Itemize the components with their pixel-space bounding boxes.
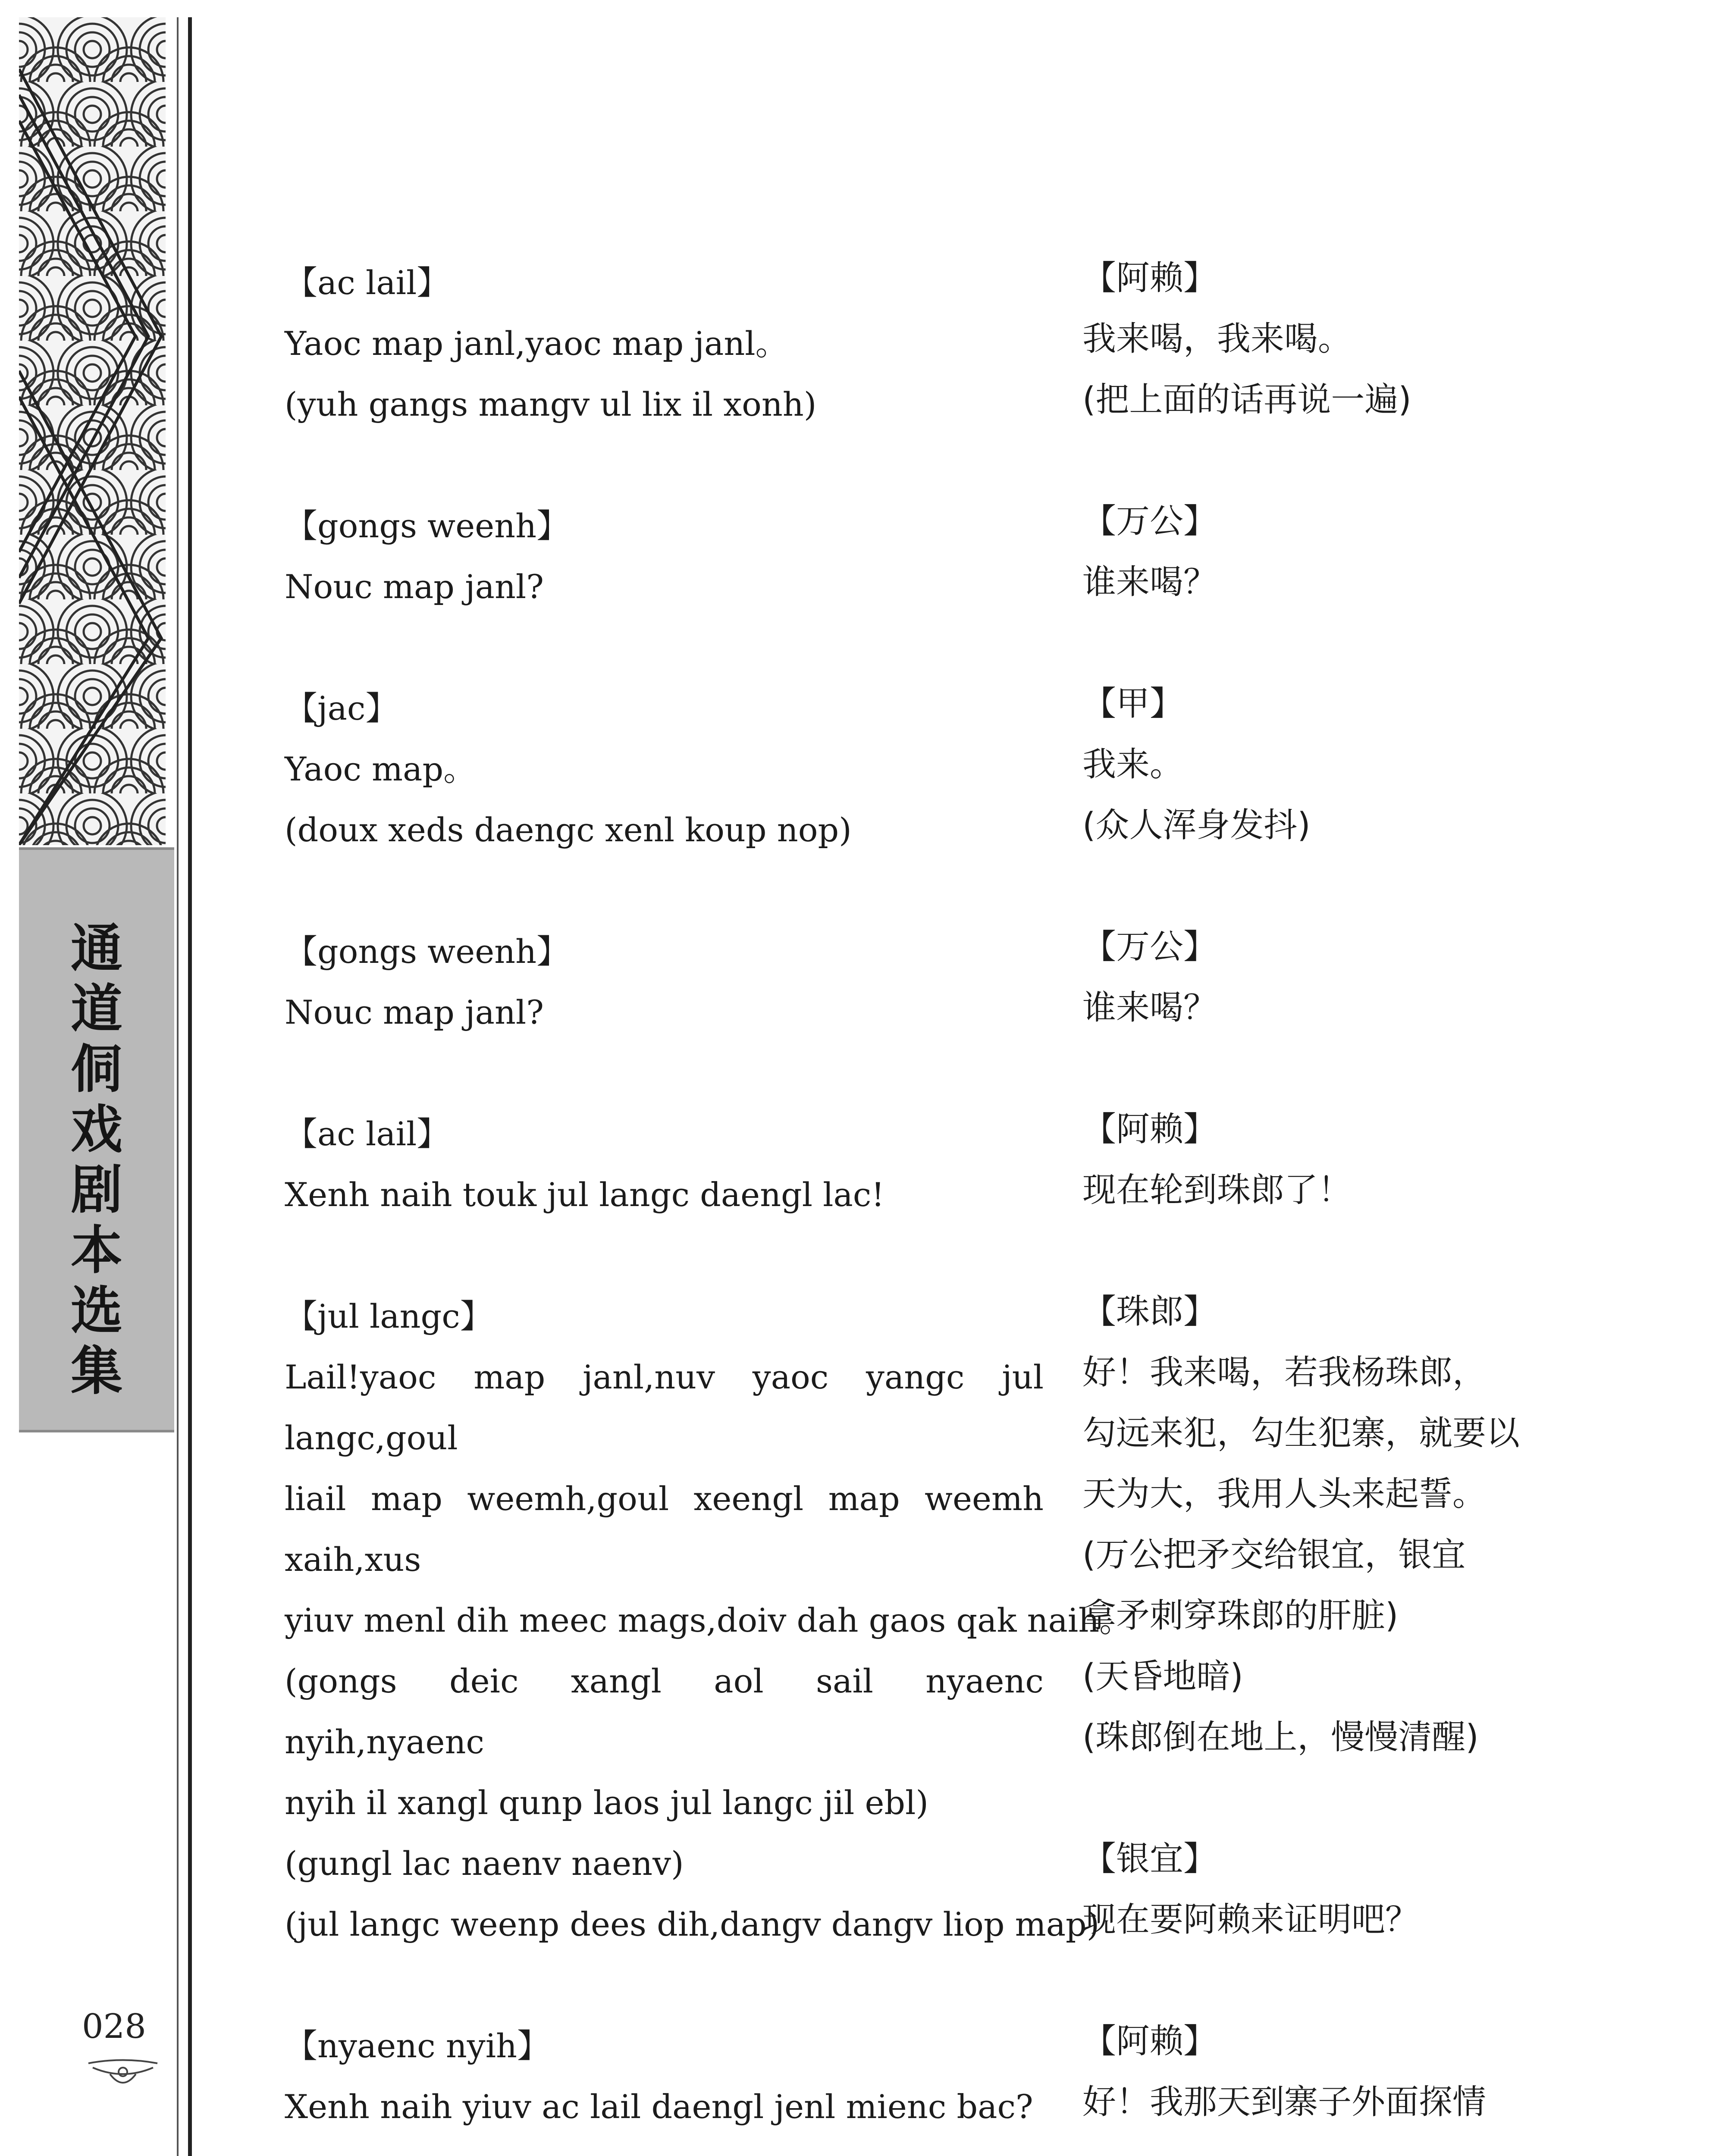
dialogue-block: [1082, 1829, 1565, 1950]
dialogue-line: 好！我来喝，若我杨珠郎，: [1082, 1353, 1487, 1392]
stage-direction: (万公把矛交给银宜，银宜: [1082, 1536, 1466, 1574]
dong-text-column: [285, 252, 1132, 2156]
decorative-border-pattern: [19, 17, 166, 845]
speaker-label: 【ac lail】: [285, 1115, 450, 1153]
speaker-label: 【阿赖】: [1082, 259, 1217, 298]
stage-direction: (天昏地暗): [1082, 1657, 1243, 1696]
stage-direction: nyih il xangl qunp laos jul langc jil ebl): [285, 1783, 929, 1822]
dialogue-line: Yaoc map。: [285, 750, 477, 788]
title-char: 集: [71, 1341, 122, 1401]
dialogue-block: [285, 921, 1044, 1043]
dialogue-line: 谁来喝？: [1082, 988, 1217, 1027]
stage-direction: (把上面的话再说一遍): [1082, 380, 1411, 419]
side-book-title: [19, 919, 174, 1402]
chinese-text-column: [1082, 248, 1565, 2156]
dialogue-line: Xenh naih yiuv ac lail daengl jenl mienc bac?: [285, 2087, 1033, 2126]
speaker-label: 【阿赖】: [1082, 1110, 1217, 1149]
dialogue-line: Lail!yaoc map janl,nuv yaoc yangc jul langc,goul: [285, 1358, 1044, 1457]
title-char: 本: [71, 1221, 122, 1281]
margin-rule-thick: [188, 17, 192, 2156]
title-char: 侗: [71, 1040, 122, 1100]
dialogue-line: Nouc map janl?: [285, 993, 544, 1031]
dialogue-line: 现在轮到珠郎了！: [1082, 1171, 1352, 1210]
speaker-label: 【jac】: [285, 689, 398, 727]
dialogue-line: 现在要阿赖来证明吧？: [1082, 1900, 1419, 1939]
page-ornament-icon: [84, 2055, 162, 2093]
dialogue-line: Nouc map janl?: [285, 567, 544, 606]
dialogue-block: [1082, 1099, 1565, 1221]
dialogue-block: [285, 252, 1044, 435]
title-char: 戏: [71, 1100, 122, 1160]
dialogue-block: [1082, 674, 1565, 856]
speaker-label: 【nyaenc nyih】: [285, 2027, 550, 2065]
speaker-label: 【jul langc】: [285, 1297, 493, 1335]
dialogue-block: [285, 678, 1044, 860]
dialogue-line: liail map weemh,goul xeengl map weemh xaih,xus: [285, 1479, 1044, 1579]
dialogue-line: 我来喝，我来喝。: [1082, 320, 1352, 358]
speaker-label: 【gongs weenh】: [285, 932, 570, 971]
dialogue-line: Xenh naih touk jul langc daengl lac!: [285, 1175, 884, 1214]
dialogue-block: [1082, 248, 1565, 430]
stage-direction: (gungl lac naenv naenv): [285, 1844, 684, 1883]
dialogue-line: yiuv menl dih meec mags,doiv dah gaos qak naih。: [285, 1601, 1132, 1639]
speaker-label: 【万公】: [1082, 502, 1217, 541]
dialogue-block: [285, 2015, 1044, 2137]
speaker-label: 【万公】: [1082, 928, 1217, 966]
stage-direction: (jul langc weenp dees dih,dangv dangv liop map): [285, 1905, 1100, 1943]
dialogue-block: [285, 1103, 1044, 1225]
stage-direction: (众人浑身发抖): [1082, 806, 1311, 845]
title-char: 通: [71, 919, 122, 979]
side-book-title-panel: [19, 847, 174, 1432]
speaker-label: 【gongs weenh】: [285, 507, 570, 545]
dialogue-line: Yaoc map janl,yaoc map janl。: [285, 324, 788, 363]
margin-rule-thin: [177, 17, 179, 2156]
dialogue-line: 好！我那天到寨子外面探情: [1082, 2083, 1487, 2122]
stage-direction: (doux xeds daengc xenl koup nop): [285, 811, 852, 849]
title-char: 选: [71, 1281, 122, 1341]
dialogue-line: 谁来喝？: [1082, 563, 1217, 602]
dialogue-block: [285, 495, 1044, 617]
dialogue-block: [1082, 491, 1565, 613]
speaker-label: 【阿赖】: [1082, 2022, 1217, 2061]
stage-direction: (yuh gangs mangv ul lix il xonh): [285, 385, 817, 423]
speaker-label: 【甲】: [1082, 684, 1184, 723]
stage-direction: 拿矛刺穿珠郎的肝脏): [1082, 1596, 1399, 1635]
page-number: 028: [82, 2007, 146, 2046]
title-char: 道: [71, 979, 122, 1039]
title-char: 剧: [71, 1160, 122, 1220]
dialogue-block: [1082, 1282, 1565, 1768]
dialogue-block: [285, 1286, 1132, 1955]
dialogue-line: 天为大，我用人头来起誓。: [1082, 1475, 1487, 1514]
stage-direction: (珠郎倒在地上，慢慢清醒): [1082, 1718, 1479, 1757]
speaker-label: 【银宜】: [1082, 1839, 1217, 1878]
dialogue-block: [1082, 2011, 1565, 2133]
stage-direction: (gongs deic xangl aol sail nyaenc nyih,nyaenc: [285, 1662, 1044, 1761]
speaker-label: 【ac lail】: [285, 263, 450, 302]
dialogue-block: [1082, 917, 1565, 1038]
speaker-label: 【珠郎】: [1082, 1292, 1217, 1331]
dialogue-line: 我来。: [1082, 745, 1184, 784]
dialogue-line: 勾远来犯，勾生犯寨，就要以: [1082, 1414, 1520, 1453]
